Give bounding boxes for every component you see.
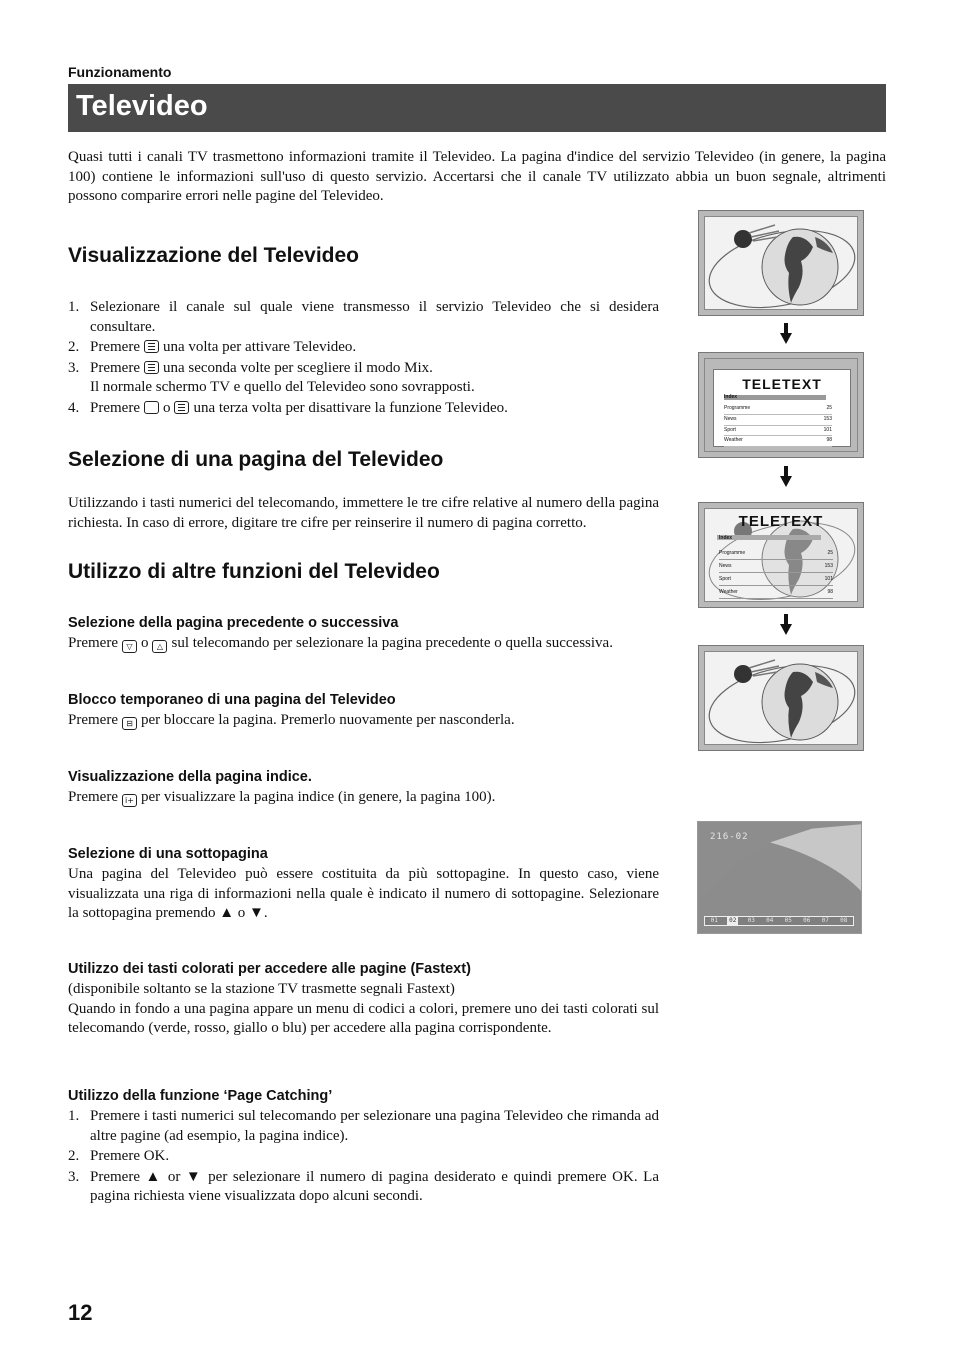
arrow-down-icon <box>780 323 792 345</box>
subheading-sottopagina: Selezione di una sottopagina <box>68 846 268 862</box>
subpage-tabs <box>704 916 854 926</box>
subheading-fastext: Utilizzo dei tasti colorati per accedere alle pagine (Fastext) <box>68 961 471 977</box>
subpage-tab: 03 <box>747 917 755 924</box>
indice-text: Premere i+ per visualizzare la pagina indice (in genere, la pagina 100). <box>68 789 496 805</box>
arrow-down-icon <box>780 614 792 636</box>
list-item: 1. Selezionare il canale sul quale viene transmesso il servizio Televideo che si desidera consultare. <box>68 299 659 335</box>
blocco-text: Premere ⊟ per bloccare la pagina. Premerlo nuovamente per nasconderla. <box>68 712 515 728</box>
subpage-number: 216-02 <box>710 832 749 842</box>
subpage-tab: 08 <box>840 917 848 924</box>
subpage-tab: 02 <box>729 917 737 924</box>
teletext-page <box>713 369 851 447</box>
title-bar <box>68 84 886 132</box>
subpage-tab: 07 <box>821 917 829 924</box>
page-down-icon: ▽ <box>122 640 137 653</box>
tv-icon <box>144 401 159 414</box>
teletext-title: TELETEXT <box>738 513 824 530</box>
list-item: 4. Premere o una terza volta per disattivare la funzione Televideo. <box>68 399 508 416</box>
page-number: 12 <box>68 1300 93 1325</box>
subheading-page-catching: Utilizzo della funzione ‘Page Catching’ <box>68 1088 333 1104</box>
heading-altre-funzioni: Utilizzo di altre funzioni del Televideo <box>68 560 440 583</box>
visualizzazione-list <box>68 298 659 419</box>
page-up-icon: △ <box>152 640 167 653</box>
list-item: 3. Premere ▲ or ▼ per selezionare il numero di pagina desiderato e quindi premere OK. La pagina richiesta viene visualizzata dopo alcuni secondi. <box>68 1168 659 1204</box>
heading-selezione: Selezione di una pagina del Televideo <box>68 448 444 471</box>
teletext-title: TELETEXT <box>742 376 822 392</box>
page-title: Televideo <box>76 90 208 122</box>
teletext-rows: Programme 25 News 153 Sport 101 Weather 98 <box>719 547 833 599</box>
subpage-screen <box>697 821 862 934</box>
selezione-paragraph: Utilizzando i tasti numerici del telecomando, immettere le tre cifre relative al numero della pagina richiesta. In caso di errore, digitare tre cifre per reinserire il numero di pagina corretto. <box>68 495 659 531</box>
tv-screen-teletext <box>698 352 864 458</box>
tv-screen-globe <box>698 210 864 316</box>
fastext-text: (disponibile soltanto se la stazione TV trasmette segnali Fastext) Quando in fondo a una pagina appare un menu di codici a colori, premere uno dei tasti colorati sul telecomando (verde, rosso, giallo o blu) per accedere alla pagina corrispondente. <box>68 981 659 1036</box>
tv-screen-mix <box>698 502 864 608</box>
list-item: 1. Premere i tasti numerici sul telecomando per selezionare una pagina Televideo che rimanda ad altre pagine (ad esempio, la pagina indice). <box>68 1108 659 1144</box>
subheading-indice: Visualizzazione della pagina indice. <box>68 769 312 785</box>
teletext-icon <box>174 401 189 414</box>
teletext-icon <box>144 340 159 353</box>
subheading-precedente: Selezione della pagina precedente o successiva <box>68 615 399 631</box>
arrow-down-icon <box>780 466 792 488</box>
subpage-tab: 05 <box>784 917 792 924</box>
teletext-icon <box>144 361 159 374</box>
globe-illustration <box>705 217 858 310</box>
heading-visualizzazione: Visualizzazione del Televideo <box>68 244 359 267</box>
sottopagina-text: Una pagina del Televideo può essere costituita da più sottopagine. In questo caso, viene visualizzata una riga di informazioni nella quale è indicato il numero di sottopagine. Selezionare la sottopagina premendo ▲ o ▼. <box>68 866 659 921</box>
intro-paragraph: Quasi tutti i canali TV trasmettono informazioni tramite il Televideo. La pagina d'indice del servizio Televideo (in genere, la pagina 100) contiene le informazioni sull'uso di questo servizio. Accertarsi che il canale TV utilizzato abbia un buon segnale, altrimenti possono comparire errori nelle pagine del Televideo. <box>68 149 886 204</box>
list-item: 3. Premere una seconda volte per scegliere il modo Mix. Il normale schermo TV e quello del Televideo sono sovrapposti. <box>68 359 475 395</box>
subpage-tab: 01 <box>710 917 718 924</box>
teletext-index-label: Index <box>724 394 738 400</box>
list-item: 2. Premere OK. <box>68 1148 170 1164</box>
teletext-index-label: Index <box>719 535 733 541</box>
subpage-tab: 04 <box>766 917 774 924</box>
tv-screen-globe <box>698 645 864 751</box>
subheading-blocco: Blocco temporaneo di una pagina del Televideo <box>68 692 396 708</box>
teletext-rows: Programme 25 News 153 Sport 101 Weather 98 <box>724 404 832 447</box>
section-label: Funzionamento <box>68 64 172 80</box>
list-item: 2. Premere una volta per attivare Televideo. <box>68 339 357 355</box>
subpage-tab: 06 <box>803 917 811 924</box>
page-catching-list <box>68 1107 659 1208</box>
hold-icon: ⊟ <box>122 717 137 730</box>
index-icon: i+ <box>122 794 137 807</box>
precedente-text: Premere ▽ o △ sul telecomando per selezionare la pagina precedente o quella successiva. <box>68 635 613 651</box>
globe-illustration <box>705 652 858 745</box>
